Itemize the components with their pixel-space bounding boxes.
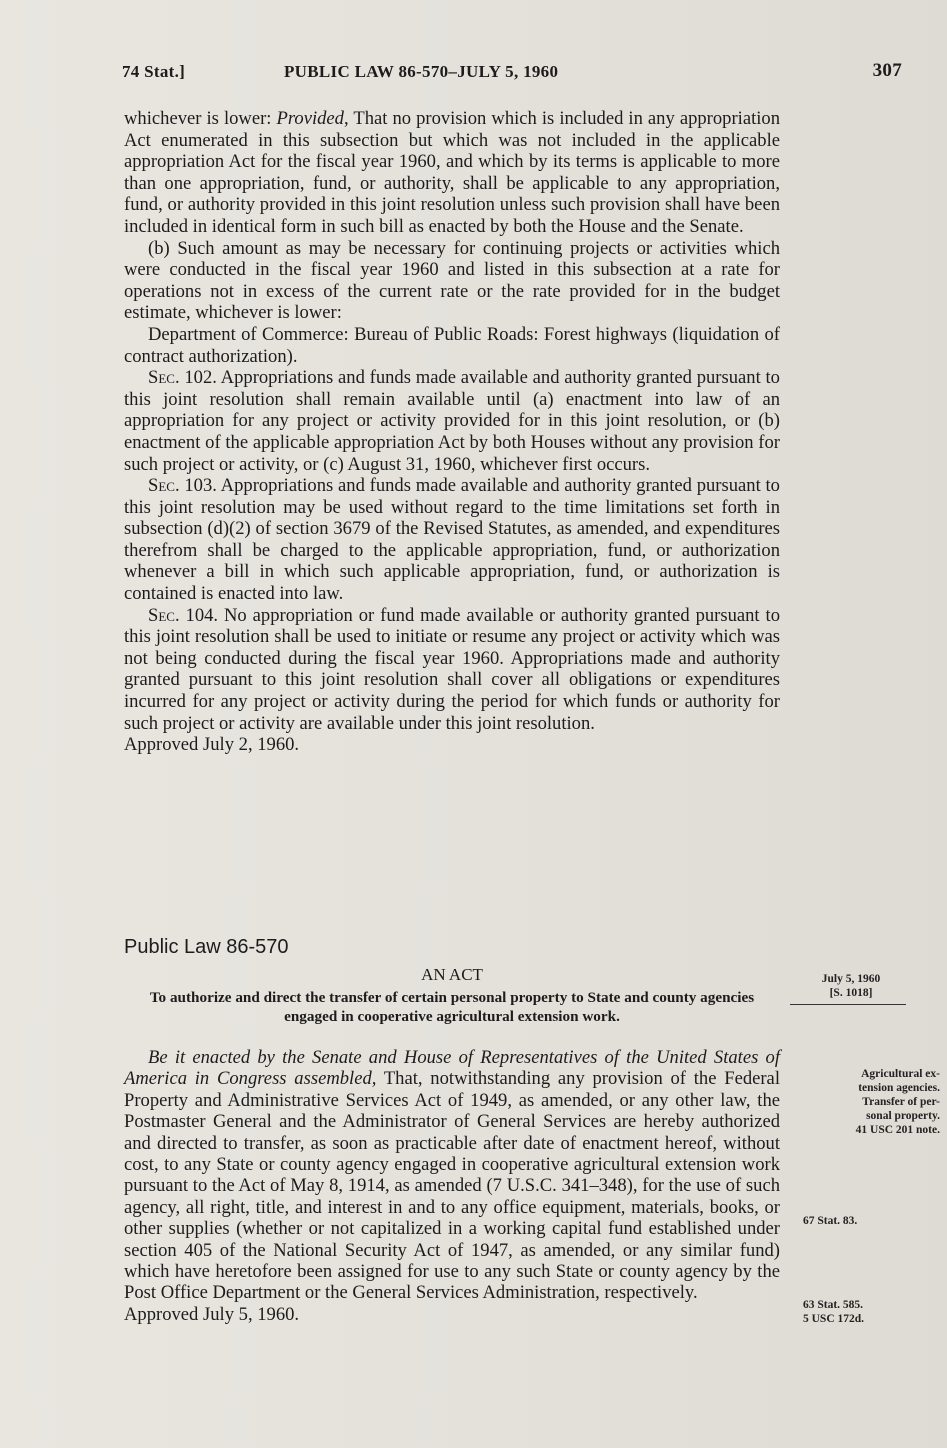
- section-103: Sec. 103. Appropriations and funds made available and authority granted pursuant to this joint resolution may be used without regard to the time limitations set forth in subsection (d)(2) of section 3679 of the Revised Statutes, as amended, and expenditures therefrom shall be charged to the applicable appropriation, fund, or authorization whenever a bill in which such applicable appropriation, fund, or authorization is contained is enacted into law.: [124, 475, 780, 605]
- an-act-heading: AN ACT: [421, 965, 483, 984]
- margin-date-note: July 5, 1960 [S. 1018]: [821, 973, 881, 999]
- main-text: [124, 108, 780, 756]
- act-text: [124, 1047, 780, 1325]
- statute-volume: 74 Stat.]: [122, 62, 186, 81]
- act-description: To authorize and direct the transfer of certain personal property to State and county agencies engaged in cooperative agricultural extension work.: [149, 989, 755, 1025]
- margin-stat-67: 67 Stat. 83.: [803, 1215, 858, 1227]
- paragraph-b: (b) Such amount as may be necessary for continuing projects or activities which were conducted in the fiscal year 1960 and listed in this subsection at a rate for operations not in excess of the current rate or the rate provided for in the budget estimate, whichever is lower:: [124, 237, 780, 324]
- page-title: PUBLIC LAW 86-570–JULY 5, 1960: [284, 62, 559, 81]
- section-104: Sec. 104. No appropriation or fund made available or authority granted pursuant to this joint resolution shall be used to initiate or resume any project or activity which was not being conducted during the fiscal year 1960. Appropriations made and authority granted pursuant to this joint resolution shall cover all obligations or expenditures incurred for any project or activity during the period for which funds or authority for such project or activity are available under this joint resolution.: [124, 604, 780, 734]
- paragraph-provided: whichever is lower: Provided, That no provision which is included in any appropriation Act enumerated in this subsection but which was not included in the applicable appropriation Act for the fiscal year 1960, and which by its terms is applicable to more than one appropriation, fund, or authority, shall be applicable to any appropriation, fund, or authority provided in this joint resolution unless such provision shall have been included in identical form in such bill as enacted by both the House and the Senate.: [124, 108, 780, 237]
- enacting-clause: Be it enacted by the Senate and House of Representatives of the United States of America in Congress assembled, That, notwithstanding any provision of the Federal Property and Administrative Services Act of 1949, as amended, or any other law, the Postmaster General and the Administrator of General Services are hereby authorized and directed to transfer, as soon as practicable after date of enactment hereof, without cost, to any State or county agency engaged in cooperative agricultural extension work pursuant to the Act of May 8, 1914, as amended (7 U.S.C. 341–348), for the use of such agency, all right, title, and interest in and to any office equipment, materials, books, or other supplies (whether or not capitalized in a working capital fund established under section 405 of the National Security Act of 1947, as amended, or any similar fund) which have heretofore been assigned for use to any such State or county agency by the Post Office Department or the General Services Administration, respectively.: [124, 1047, 780, 1304]
- paragraph-commerce: Department of Commerce: Bureau of Public Roads: Forest highways (liquidation of contract authorization).: [124, 323, 780, 367]
- page-number: 307: [872, 60, 902, 81]
- margin-rule: [790, 1004, 906, 1005]
- public-law-heading: Public Law 86-570: [124, 936, 289, 958]
- approved-date-2: Approved July 5, 1960.: [124, 1303, 300, 1325]
- section-102: Sec. 102. Appropriations and funds made available and authority granted pursuant to this joint resolution shall remain available until (a) enactment into law of an appropriation for any project or activity provided for in this joint resolution, or (b) enactment of the applicable appropriation Act by both Houses without any provision for such project or activity, or (c) August 31, 1960, whichever first occurs.: [124, 367, 780, 475]
- margin-agricultural-note: Agricultural ex- tension agencies. Transfer of per- sonal property. 41 USC 201 note.: [855, 1068, 940, 1136]
- margin-stat-63: 63 Stat. 585. 5 USC 172d.: [803, 1299, 865, 1325]
- approved-date-1: Approved July 2, 1960.: [124, 734, 300, 756]
